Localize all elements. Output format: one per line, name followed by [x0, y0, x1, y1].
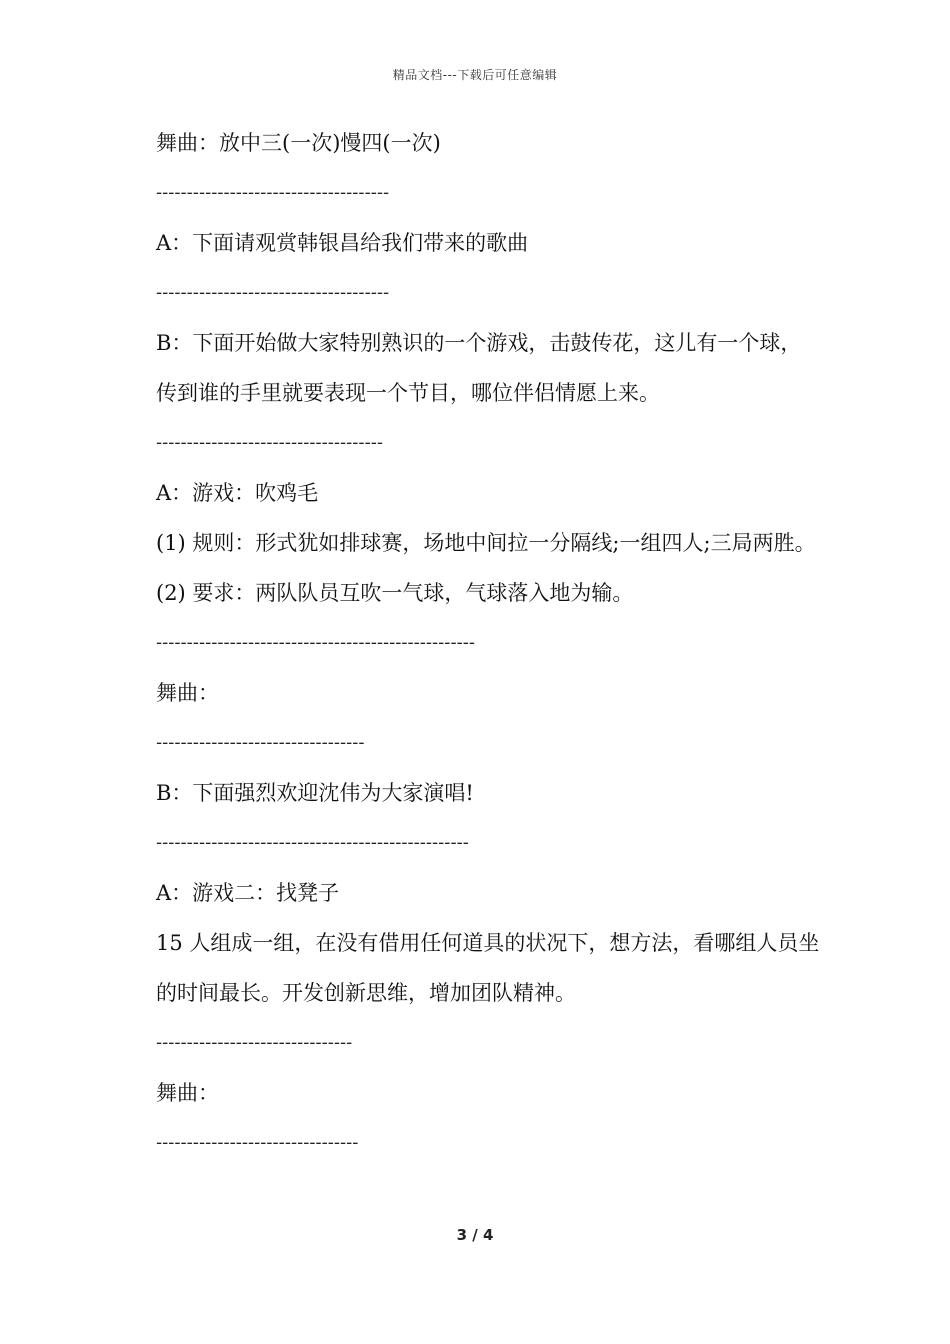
text-line: 舞曲： — [156, 681, 219, 705]
separator-line: -------------------------------- — [156, 1033, 353, 1053]
separator-line: -------------------------------------- — [156, 283, 390, 303]
text-paragraph: B：下面开始做大家特别熟识的一个游戏，击鼓传花，这儿有一个球，传到谁的手里就要表现一个节目，哪位伴侣情愿上来。 — [156, 331, 802, 405]
page-content — [145, 118, 820, 1168]
separator-line: --------------------------------------------------- — [156, 833, 469, 853]
separator-line: ------------------------------------- — [156, 433, 383, 453]
text-line: 舞曲：放中三(一次)慢四(一次) — [156, 131, 441, 155]
separator-line: ---------------------------------- — [156, 733, 365, 753]
text-paragraph: 15 人组成一组，在没有借用任何道具的状况下，想方法，看哪组人员坐的时间最长。开发创新思维，增加团队精神。 — [156, 931, 820, 1005]
text-paragraph: (1) 规则：形式犹如排球赛，场地中间拉一分隔线;一组四人;三局两胜。 — [156, 531, 816, 555]
separator-line: -------------------------------------- — [156, 183, 390, 203]
text-line: 舞曲： — [156, 1081, 219, 1105]
text-line: (2) 要求：两队队员互吹一气球，气球落入地为输。 — [156, 581, 634, 605]
text-line: B：下面强烈欢迎沈伟为大家演唱! — [156, 781, 474, 805]
page-header: 精品文档---下载后可任意编辑 — [392, 68, 558, 82]
separator-line: --------------------------------- — [156, 1133, 359, 1153]
text-line: A：游戏：吹鸡毛 — [156, 481, 319, 505]
text-line: A：下面请观赏韩银昌给我们带来的歌曲 — [156, 231, 529, 255]
separator-line: ---------------------------------------------------- — [156, 633, 475, 653]
page-number: 3 / 4 — [456, 1226, 494, 1244]
text-line: A：游戏二：找凳子 — [156, 881, 340, 905]
